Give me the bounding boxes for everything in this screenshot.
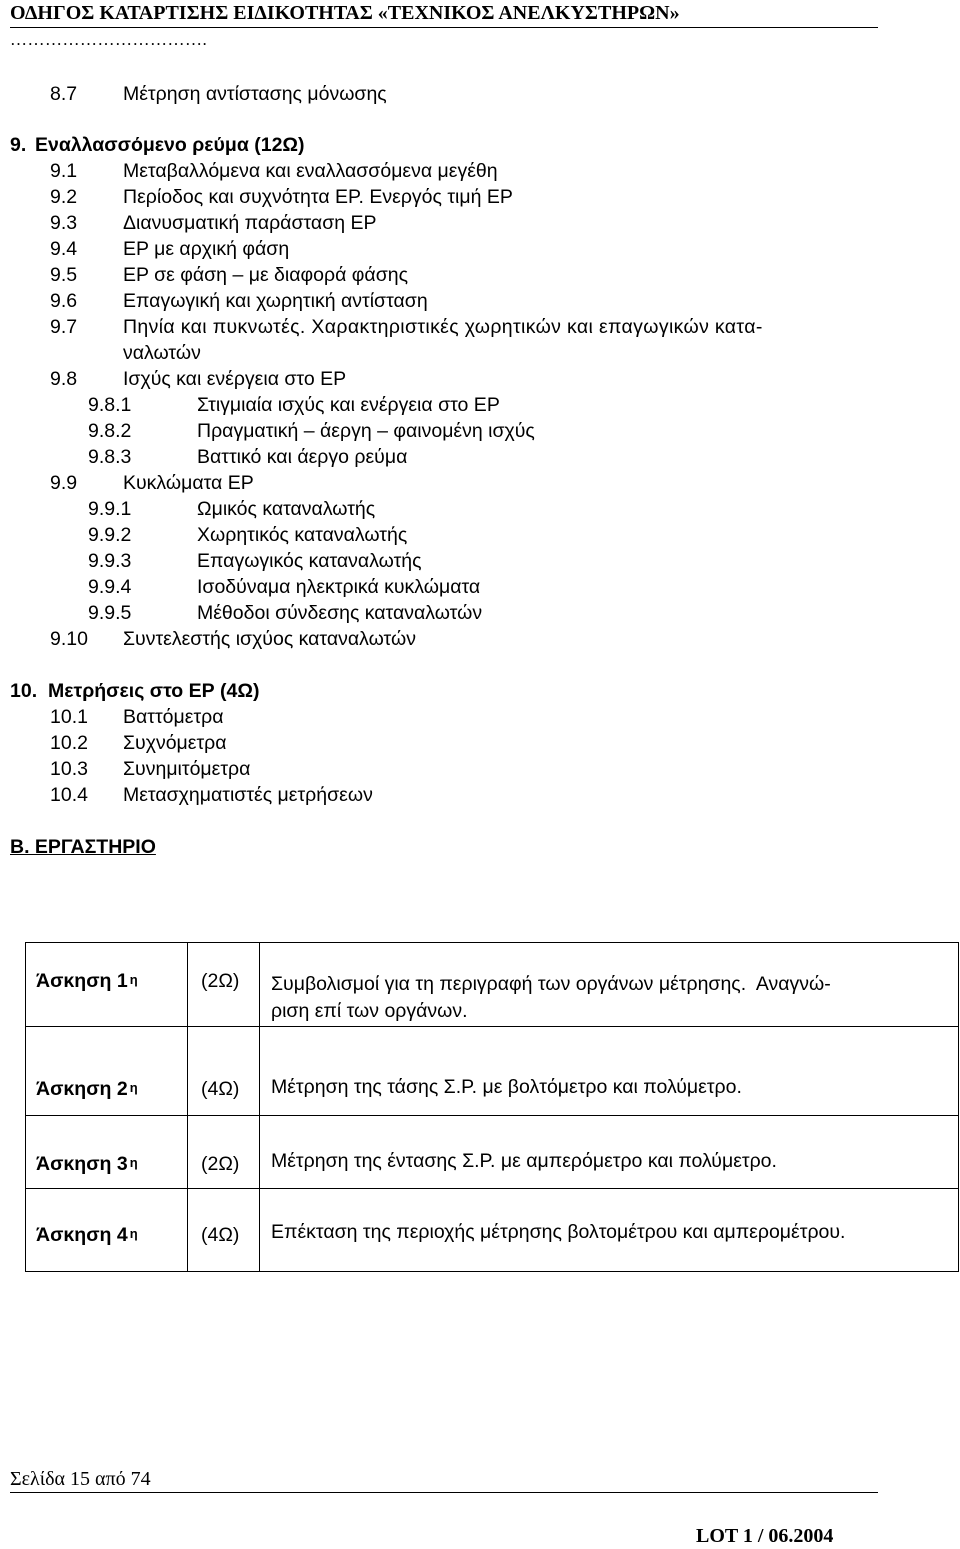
toc-number: 9.8.3 — [88, 446, 132, 468]
exercise-description: Συμβολισμοί για τη περιγραφή των οργάνων μέτρησης. Αναγνώ- ριση επί των οργάνων. — [271, 973, 831, 1022]
toc-number: 9.10 — [50, 628, 88, 650]
toc-text: Επαγωγικός καταναλωτής — [197, 550, 422, 572]
toc-text: Εναλλασσόμενο ρεύμα (12Ω) — [35, 134, 305, 156]
exercise-hours: (4Ω) — [201, 1224, 240, 1246]
toc-number: 9.9.2 — [88, 524, 132, 546]
toc-number: 9.8.1 — [88, 394, 132, 416]
toc-number: 9.8 — [50, 368, 78, 390]
toc-number: 9.4 — [50, 238, 78, 260]
toc-text: Επαγωγική και χωρητική αντίσταση — [123, 290, 428, 312]
toc-number: 10.2 — [50, 732, 88, 754]
toc-text: ΕΡ με αρχική φάση — [123, 238, 290, 260]
toc-number: 10.1 — [50, 706, 88, 728]
page-header — [10, 0, 878, 50]
toc-text: Διανυσματική παράσταση ΕΡ — [123, 212, 377, 234]
header-dots: ……………………………. — [10, 30, 208, 49]
exercise-description: Μέτρηση της τάσης Σ.Ρ. με βολτόμετρο και πολύμετρο. — [271, 1076, 742, 1098]
toc-text: Πηνία και πυκνωτές. Χαρακτηριστικές χωρητικών και επαγωγικών κατα- — [123, 316, 763, 338]
lot-reference: LOT 1 / 06.2004 — [696, 1525, 834, 1547]
exercise-label: Άσκηση 1 $^\eta$ — [36, 970, 138, 992]
exercise-hours: (2Ω) — [201, 970, 240, 992]
table-row — [26, 1188, 958, 1272]
exercise-label: Άσκηση 4 $^\eta$ — [36, 1224, 138, 1246]
toc-text: Συχνόμετρα — [123, 732, 227, 754]
lab-heading: Β. ΕΡΓΑΣΤΗΡΙΟ — [10, 836, 156, 858]
exercise-description: Μέτρηση της έντασης Σ.Ρ. με αμπερόμετρο και πολύμετρο. — [271, 1150, 777, 1172]
toc-number: 9.9.5 — [88, 602, 132, 624]
toc-text: Μέθοδοι σύνδεσης καταναλωτών — [197, 602, 483, 624]
toc-item-continuation: ναλωτών — [123, 342, 201, 364]
toc-number: 10.4 — [50, 784, 88, 806]
toc-number: 9.9.3 — [88, 550, 132, 572]
toc-text: Συντελεστής ισχύος καταναλωτών — [123, 628, 416, 650]
toc-number: 9.6 — [50, 290, 78, 312]
page-number: Σελίδα 15 από 74 — [10, 1468, 151, 1490]
toc-text: Βαττόμετρα — [123, 706, 224, 728]
toc-text: Πραγματική – άεργη – φαινομένη ισχύς — [197, 420, 535, 442]
table-row — [26, 1026, 958, 1116]
toc-number: 9.9.1 — [88, 498, 132, 520]
toc-number: 9.1 — [50, 160, 78, 182]
exercise-hours: (4Ω) — [201, 1078, 240, 1100]
footer-rule — [10, 1492, 878, 1493]
toc-number: 9.3 — [50, 212, 78, 234]
toc-text: Ισοδύναμα ηλεκτρικά κυκλώματα — [197, 576, 481, 598]
toc-number: 10. — [10, 680, 38, 702]
toc-number: 10.3 — [50, 758, 88, 780]
exercise-label: Άσκηση 2 $^\eta$ — [36, 1078, 138, 1100]
toc-text: Περίοδος και συχνότητα ΕΡ. Ενεργός τιμή ΕΡ — [123, 186, 513, 208]
toc-number: 9. — [10, 134, 27, 156]
toc-number: 9.2 — [50, 186, 78, 208]
toc-number: 9.9 — [50, 472, 78, 494]
toc-text: Ωμικός καταναλωτής — [197, 498, 376, 520]
toc-text: Κυκλώματα ΕΡ — [123, 472, 254, 494]
toc-text: Μέτρηση αντίστασης μόνωσης — [123, 83, 387, 105]
toc-text: Συνημιτόμετρα — [123, 758, 251, 780]
document-title: ΟΔΗΓΟΣ ΚΑΤΑΡΤΙΣΗΣ ΕΙΔΙΚΟΤΗΤΑΣ «ΤΕΧΝΙΚΟΣ ΑΝΕΛΚΥΣΤΗΡΩΝ» — [10, 2, 680, 24]
toc-text: Μετρήσεις στο ΕΡ (4Ω) — [48, 680, 260, 702]
toc-text: Χωρητικός καταναλωτής — [197, 524, 408, 546]
toc-number: 9.9.4 — [88, 576, 132, 598]
toc-number: 9.7 — [50, 316, 78, 338]
table-row — [26, 943, 958, 1026]
exercise-hours: (2Ω) — [201, 1153, 240, 1175]
table-row — [26, 1115, 958, 1189]
toc-number: 9.8.2 — [88, 420, 132, 442]
exercise-label: Άσκηση 3 $^\eta$ — [36, 1153, 138, 1175]
exercise-description: Επέκταση της περιοχής μέτρησης βολτομέτρου και αμπερομέτρου. — [271, 1221, 846, 1243]
toc-text: Μεταβαλλόμενα και εναλλασσόμενα μεγέθη — [123, 160, 498, 182]
toc-text: Ισχύς και ενέργεια στο ΕΡ — [123, 368, 347, 390]
toc-number: 9.5 — [50, 264, 78, 286]
toc-text: Βαττικό και άεργο ρεύμα — [197, 446, 408, 468]
toc-text: ΕΡ σε φάση – με διαφορά φάσης — [123, 264, 408, 286]
exercises-table — [25, 942, 959, 1272]
header-rule — [10, 27, 878, 28]
toc-text: Μετασχηματιστές μετρήσεων — [123, 784, 373, 806]
toc-number: 8.7 — [50, 83, 78, 105]
toc-text: Στιγμιαία ισχύς και ενέργεια στο ΕΡ — [197, 394, 500, 416]
